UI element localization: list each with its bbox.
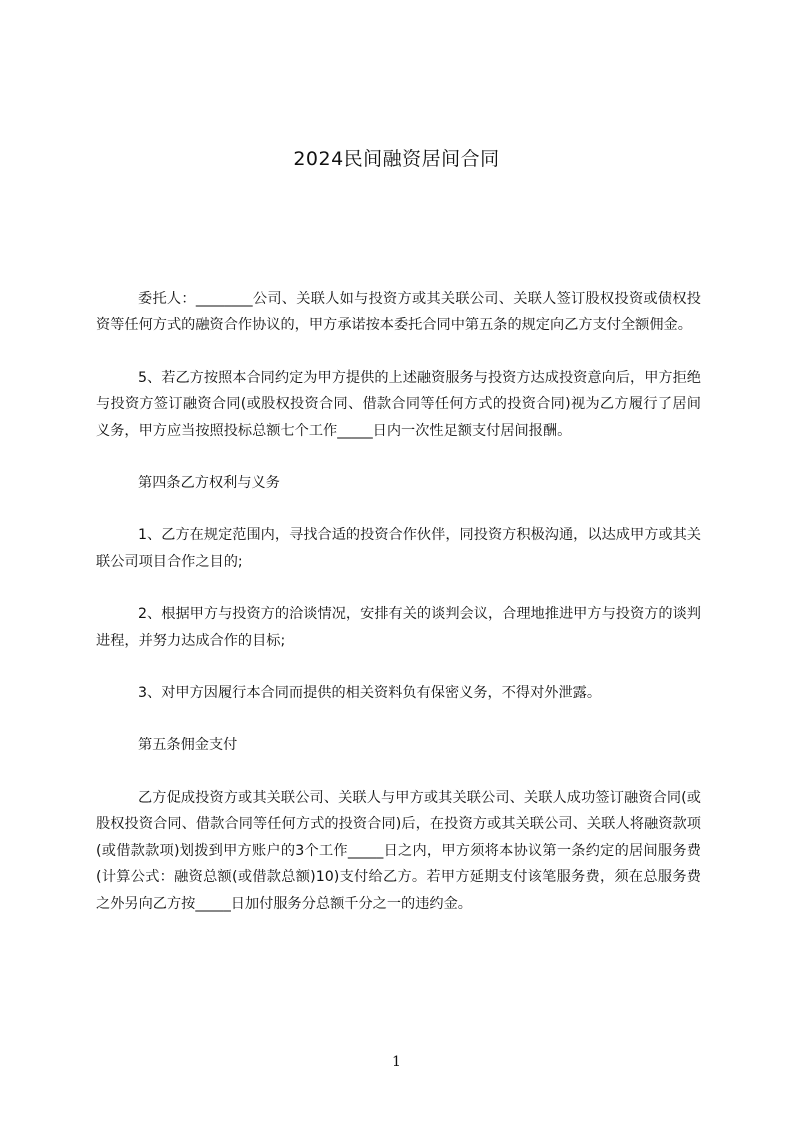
- page-number: 1: [392, 1054, 401, 1070]
- document-body: [96, 286, 701, 917]
- section-heading-article-4: 第四条乙方权利与义务: [138, 475, 280, 492]
- paragraph-article-4-item-2: 2、根据甲方与投资方的洽谈情况，安排有关的谈判会议，合理地推进甲方与投资方的谈判进程，并努力达成合作的目标;: [96, 606, 701, 649]
- paragraph-article-4-item-3: 3、对甲方因履行本合同而提供的相关资料负有保密义务，不得对外泄露。: [138, 685, 602, 702]
- section-heading-article-5: 第五条佣金支付: [138, 737, 238, 754]
- paragraph-clause-5: 5、若乙方按照本合同约定为甲方提供的上述融资服务与投资方达成投资意向后，甲方拒绝与投资方签订融资合同(或股权投资合同、借款合同等任何方式的投资合同)视为乙方履行了居间义务，甲方应当按照投标总额七个工作_____日内一次性足额支付居间报酬。: [96, 369, 701, 439]
- paragraph-entrustor: 委托人：________公司、关联人如与投资方或其关联公司、关联人签订股权投资或债权投资等任何方式的融资合作协议的，甲方承诺按本委托合同中第五条的规定向乙方支付全额佣金。: [96, 291, 701, 334]
- paragraph-article-4-item-1: 1、乙方在规定范围内，寻找合适的投资合作伙伴，同投资方积极沟通，以达成甲方或其关联公司项目合作之目的;: [96, 527, 701, 570]
- document-title: 2024民间融资居间合同: [293, 148, 500, 170]
- paragraph-commission-payment: 乙方促成投资方或其关联公司、关联人与甲方或其关联公司、关联人成功签订融资合同(或股权投资合同、借款合同等任何方式的投资合同)后，在投资方或其关联公司、关联人将融资款项(或借款款项)划拨到甲方账户的3个工作_____日之内，甲方须将本协议第一条约定的居间服务费(计算公式：融资总额(或借款总额)10)支付给乙方。若甲方延期支付该笔服务费，须在总服务费之外另向乙方按_____日加付服务分总额千分之一的违约金。: [96, 789, 701, 912]
